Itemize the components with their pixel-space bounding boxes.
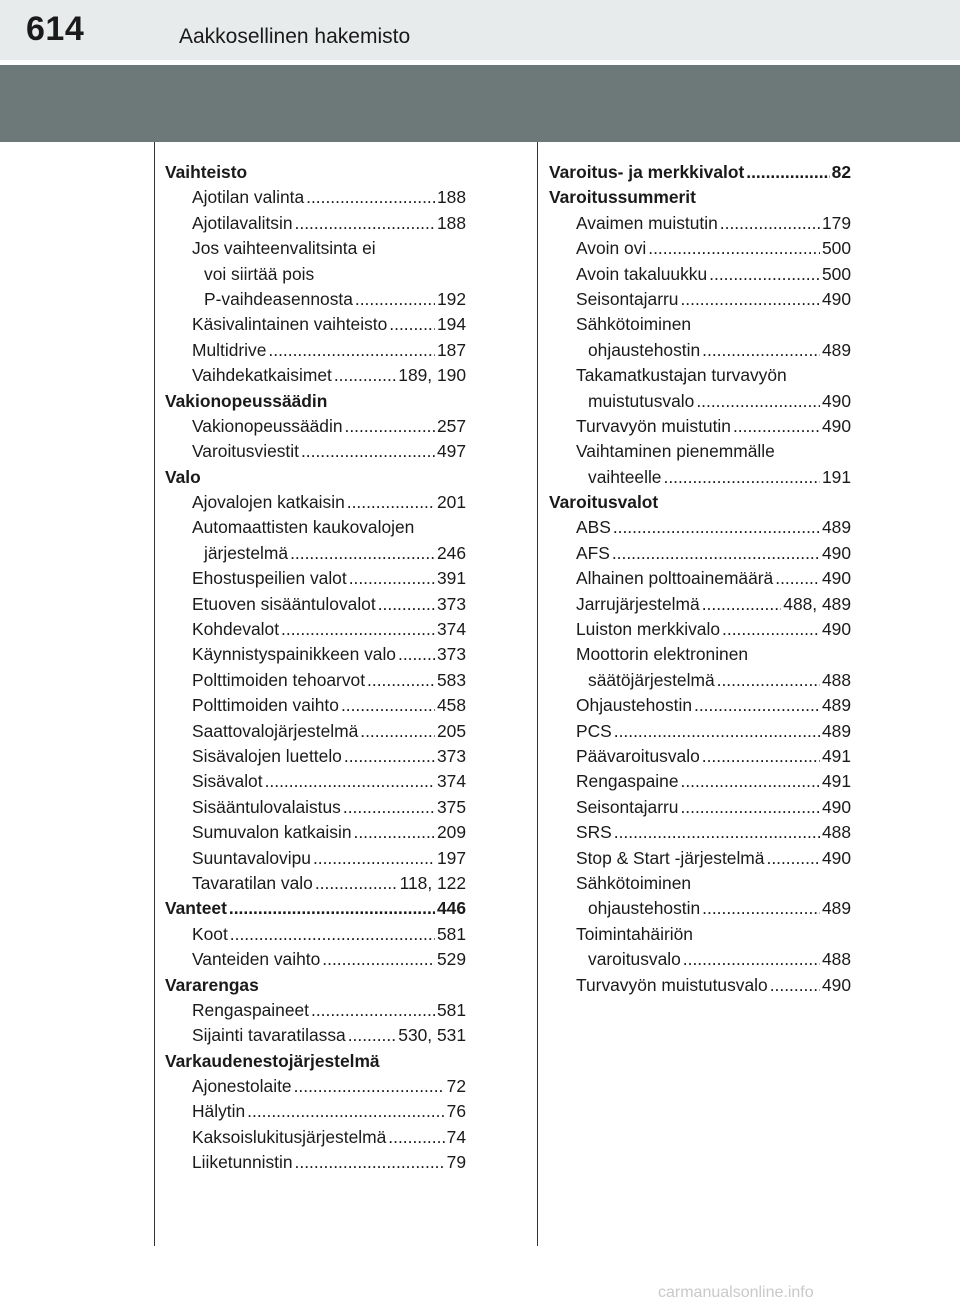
dot-leader: [295, 211, 435, 236]
page-reference: 489: [821, 720, 851, 741]
index-entry: Jos vaihteenvalitsinta ei: [192, 238, 376, 259]
entry-term: Ajovalojen katkaisin: [192, 492, 345, 513]
entry-term: Vakionopeussäädin: [192, 415, 343, 436]
index-entry: Takamatkustajan turvavyön: [576, 365, 787, 386]
index-entry: [165, 566, 466, 591]
page-reference: 489: [821, 339, 851, 360]
dot-leader: [720, 211, 820, 236]
page-reference: 446: [436, 898, 466, 919]
dot-leader: [354, 820, 435, 845]
page-reference: 189, 190: [398, 365, 466, 386]
dot-leader: [614, 719, 820, 744]
dot-leader: [347, 490, 435, 515]
page-reference: 500: [821, 238, 851, 259]
index-entry: [165, 1150, 466, 1175]
dot-leader: [348, 1023, 397, 1048]
dot-leader: [702, 592, 782, 617]
page-reference: 489: [821, 695, 851, 716]
entry-term: Alhainen polttoainemäärä: [576, 568, 774, 589]
index-entry: [165, 719, 466, 744]
page-reference: 194: [436, 314, 466, 335]
dot-leader: [378, 592, 435, 617]
dot-leader: [306, 185, 435, 210]
index-heading: Vaihteisto: [165, 162, 248, 182]
dot-leader: [265, 769, 435, 794]
index-entry: [165, 998, 466, 1023]
dot-leader: [343, 795, 435, 820]
index-entry: [165, 922, 466, 947]
index-entry: [165, 414, 466, 439]
column-divider-left: [154, 142, 155, 1246]
page-reference: 583: [436, 669, 466, 690]
page-reference: 187: [436, 339, 466, 360]
page-reference: 257: [436, 415, 466, 436]
index-entry: [165, 592, 466, 617]
index-entry: voi siirtää pois: [204, 263, 315, 284]
index-entry: [165, 211, 466, 236]
dot-leader: [315, 871, 398, 896]
entry-term: Rengaspaine: [576, 771, 679, 792]
page-reference: 490: [821, 288, 851, 309]
entry-term: Vanteiden vaihto: [192, 949, 321, 970]
dot-leader: [367, 668, 435, 693]
entry-term: Sisävalojen luettelo: [192, 745, 342, 766]
index-entry: Sähkötoiminen: [576, 314, 692, 335]
dot-leader: [770, 973, 820, 998]
index-entry: [165, 1125, 466, 1150]
page-reference: 489: [821, 898, 851, 919]
index-entry: [165, 820, 466, 845]
page-reference: 490: [821, 619, 851, 640]
index-entry: [165, 947, 466, 972]
page-reference: 497: [436, 441, 466, 462]
index-entry: [549, 947, 851, 972]
entry-term: Sumuvalon katkaisin: [192, 822, 352, 843]
dot-leader: [341, 693, 435, 718]
dot-leader: [766, 846, 820, 871]
page-reference: 490: [821, 415, 851, 436]
dot-leader: [681, 769, 820, 794]
index-entry: [549, 846, 851, 871]
entry-term: PCS: [576, 720, 612, 741]
dot-leader: [349, 566, 435, 591]
page-reference: 192: [436, 288, 466, 309]
entry-term: Ajotilavalitsin: [192, 212, 293, 233]
page-reference: 490: [821, 796, 851, 817]
entry-term: Turvavyön muistutin: [576, 415, 731, 436]
entry-term: Polttimoiden tehoarvot: [192, 669, 366, 690]
dot-leader: [360, 719, 435, 744]
dot-leader: [355, 287, 435, 312]
entry-term: Koot: [192, 923, 228, 944]
dot-leader: [230, 922, 435, 947]
dot-leader: [663, 465, 820, 490]
entry-term: Ehostuspeilien valot: [192, 568, 347, 589]
entry-term: järjestelmä: [204, 542, 289, 563]
index-entry: [549, 211, 851, 236]
dot-leader: [301, 439, 435, 464]
page-reference: 197: [436, 847, 466, 868]
index-entry: [549, 465, 851, 490]
page-reference: 530, 531: [398, 1025, 466, 1046]
page-reference: 488: [821, 949, 851, 970]
dot-leader: [680, 287, 820, 312]
entry-term: Päävaroitusvalo: [576, 745, 700, 766]
dot-leader: [613, 515, 820, 540]
index-heading: [165, 896, 466, 921]
entry-term: Seisontajarru: [576, 796, 679, 817]
index-heading: Vararengas: [165, 974, 259, 995]
index-entry: [549, 744, 851, 769]
entry-term: Hälytin: [192, 1101, 246, 1122]
watermark-url[interactable]: carmanualsonline.info: [658, 1284, 814, 1301]
index-entry: [165, 338, 466, 363]
entry-term: Polttimoiden vaihto: [192, 695, 339, 716]
index-entry: [165, 795, 466, 820]
entry-term: Avaimen muistutin: [576, 212, 718, 233]
entry-term: ohjaustehostin: [588, 339, 701, 360]
index-entry: [549, 262, 851, 287]
page-reference: 491: [821, 771, 851, 792]
entry-term: P-vaihdeasennosta: [204, 288, 353, 309]
index-entry: [165, 617, 466, 642]
index-entry: [165, 312, 466, 337]
entry-term: ABS: [576, 517, 611, 538]
page-reference: 82: [831, 162, 851, 182]
dot-leader: [311, 998, 435, 1023]
entry-term: muistutusvalo: [588, 390, 695, 411]
entry-term: ohjaustehostin: [588, 898, 701, 919]
index-entry: [165, 439, 466, 464]
page-reference: 79: [446, 1152, 466, 1173]
page-reference: 246: [436, 542, 466, 563]
page-reference: 188: [436, 187, 466, 208]
dot-leader: [281, 617, 435, 642]
index-entry: Moottorin elektroninen: [576, 644, 749, 665]
index-entry: [165, 363, 466, 388]
dot-leader: [294, 1074, 445, 1099]
header-band: [0, 65, 960, 142]
index-entry: [549, 693, 851, 718]
index-heading: Vakionopeussäädin: [165, 390, 328, 411]
index-entry: [549, 592, 851, 617]
entry-term: Vaihdekatkaisimet: [192, 365, 332, 386]
index-entry: [549, 896, 851, 921]
entry-term: Avoin takaluukku: [576, 263, 708, 284]
index-entry: [165, 642, 466, 667]
dot-leader: [295, 1150, 445, 1175]
index-entry: [549, 719, 851, 744]
index-column-left: [165, 160, 466, 1176]
entry-term: Sisääntulovalaistus: [192, 796, 341, 817]
entry-term: säätöjärjestelmä: [588, 669, 715, 690]
page-reference: 373: [436, 593, 466, 614]
page-reference: 488: [821, 822, 851, 843]
dot-leader: [694, 693, 820, 718]
page-reference: 374: [436, 771, 466, 792]
dot-leader: [680, 795, 820, 820]
entry-term: Varoitus- ja merkkivalot: [549, 162, 745, 182]
index-entry: [165, 1074, 466, 1099]
index-column-right: [549, 160, 851, 998]
dot-leader: [614, 820, 820, 845]
dot-leader: [683, 947, 820, 972]
dot-leader: [229, 896, 435, 921]
page-reference: 490: [821, 847, 851, 868]
index-heading: Varkaudenestojärjestelmä: [165, 1050, 380, 1071]
entry-term: Tavaratilan valo: [192, 872, 313, 893]
entry-term: Sijainti tavaratilassa: [192, 1025, 346, 1046]
dot-leader: [722, 617, 820, 642]
page-reference: 72: [446, 1076, 466, 1097]
dot-leader: [345, 414, 435, 439]
page-reference: 74: [446, 1126, 466, 1147]
index-entry: [549, 515, 851, 540]
dot-leader: [334, 363, 396, 388]
dot-leader: [388, 1125, 444, 1150]
entry-term: Saattovalojärjestelmä: [192, 720, 359, 741]
index-entry: [549, 795, 851, 820]
dot-leader: [696, 389, 820, 414]
index-entry: [549, 338, 851, 363]
dot-leader: [717, 668, 820, 693]
dot-leader: [775, 566, 820, 591]
entry-term: varoitusvalo: [588, 949, 681, 970]
entry-term: Luiston merkkivalo: [576, 619, 721, 640]
index-entry: [549, 668, 851, 693]
index-entry: [165, 769, 466, 794]
index-heading: Varoitusvalot: [549, 492, 659, 513]
index-entry: [165, 1099, 466, 1124]
header-strip: [0, 0, 960, 60]
dot-leader: [313, 846, 435, 871]
index-entry: [165, 693, 466, 718]
dot-leader: [702, 338, 820, 363]
entry-term: Seisontajarru: [576, 288, 679, 309]
entry-term: Stop & Start -järjestelmä: [576, 847, 765, 868]
entry-term: Avoin ovi: [576, 238, 647, 259]
index-heading: [549, 160, 851, 185]
entry-term: Turvavyön muistutusvalo: [576, 974, 768, 995]
dot-leader: [290, 541, 435, 566]
index-entry: [165, 744, 466, 769]
dot-leader: [389, 312, 435, 337]
index-entry: [549, 541, 851, 566]
entry-term: Käsivalintainen vaihteisto: [192, 314, 388, 335]
entry-term: Ajotilan valinta: [192, 187, 305, 208]
entry-term: Ohjaustehostin: [576, 695, 693, 716]
index-entry: [165, 541, 466, 566]
dot-leader: [746, 160, 829, 185]
page-reference: 500: [821, 263, 851, 284]
dot-leader: [709, 262, 820, 287]
page-reference: 209: [436, 822, 466, 843]
page-reference: 201: [436, 492, 466, 513]
dot-leader: [702, 896, 820, 921]
page-reference: 581: [436, 999, 466, 1020]
entry-term: Vanteet: [165, 898, 227, 919]
index-entry: Automaattisten kaukovalojen: [192, 517, 415, 538]
index-heading: Varoitussummerit: [549, 187, 696, 208]
index-entry: Toimintahäiriön: [576, 923, 693, 944]
entry-term: Rengaspaineet: [192, 999, 309, 1020]
index-entry: [549, 769, 851, 794]
index-entry: [549, 617, 851, 642]
page-reference: 490: [821, 390, 851, 411]
page-reference: 373: [436, 644, 466, 665]
index-entry: [165, 185, 466, 210]
page-reference: 490: [821, 568, 851, 589]
entry-term: Etuoven sisääntulovalot: [192, 593, 376, 614]
entry-term: Varoitusviestit: [192, 441, 299, 462]
dot-leader: [268, 338, 435, 363]
page-reference: 375: [436, 796, 466, 817]
entry-term: Liiketunnistin: [192, 1152, 293, 1173]
page-reference: 391: [436, 568, 466, 589]
page-reference: 188: [436, 212, 466, 233]
page-reference: 491: [821, 745, 851, 766]
index-entry: [549, 973, 851, 998]
dot-leader: [398, 642, 435, 667]
page-reference: 191: [821, 466, 851, 487]
page-reference: 118, 122: [399, 872, 466, 893]
index-entry: [549, 236, 851, 261]
column-divider-middle: [537, 142, 538, 1246]
entry-term: Kohdevalot: [192, 619, 280, 640]
index-entry: [549, 287, 851, 312]
entry-term: Sisävalot: [192, 771, 263, 792]
index-entry: Vaihtaminen pienemmälle: [576, 441, 775, 462]
index-entry: [165, 846, 466, 871]
page-reference: 581: [436, 923, 466, 944]
entry-term: SRS: [576, 822, 612, 843]
index-entry: [165, 287, 466, 312]
page-reference: 458: [436, 695, 466, 716]
page-reference: 374: [436, 619, 466, 640]
dot-leader: [322, 947, 435, 972]
page-reference: 488, 489: [783, 593, 851, 614]
index-entry: [549, 566, 851, 591]
entry-term: Kaksoislukitusjärjestelmä: [192, 1126, 387, 1147]
page-reference: 205: [436, 720, 466, 741]
entry-term: Jarrujärjestelmä: [576, 593, 700, 614]
index-entry: [165, 668, 466, 693]
dot-leader: [612, 541, 820, 566]
entry-term: vaihteelle: [588, 466, 662, 487]
index-entry: [549, 389, 851, 414]
page-reference: 76: [446, 1101, 466, 1122]
page-reference: 489: [821, 517, 851, 538]
page-reference: 373: [436, 745, 466, 766]
index-entry: [549, 820, 851, 845]
index-entry: [165, 490, 466, 515]
index-heading: Valo: [165, 466, 201, 487]
page-reference: 490: [821, 542, 851, 563]
entry-term: Käynnistyspainikkeen valo: [192, 644, 396, 665]
index-entry: Sähkötoiminen: [576, 872, 692, 893]
dot-leader: [247, 1099, 444, 1124]
page-reference: 490: [821, 974, 851, 995]
dot-leader: [733, 414, 820, 439]
page-reference: 179: [821, 212, 851, 233]
page-number: 614: [26, 10, 85, 48]
page-reference: 529: [436, 949, 466, 970]
dot-leader: [702, 744, 820, 769]
page-reference: 488: [821, 669, 851, 690]
index-entry: [165, 871, 466, 896]
entry-term: Ajonestolaite: [192, 1076, 292, 1097]
dot-leader: [344, 744, 435, 769]
index-entry: [165, 1023, 466, 1048]
entry-term: Suuntavalovipu: [192, 847, 311, 868]
entry-term: Multidrive: [192, 339, 267, 360]
dot-leader: [648, 236, 820, 261]
index-entry: [549, 414, 851, 439]
section-title: Aakkosellinen hakemisto: [179, 25, 411, 48]
entry-term: AFS: [576, 542, 610, 563]
